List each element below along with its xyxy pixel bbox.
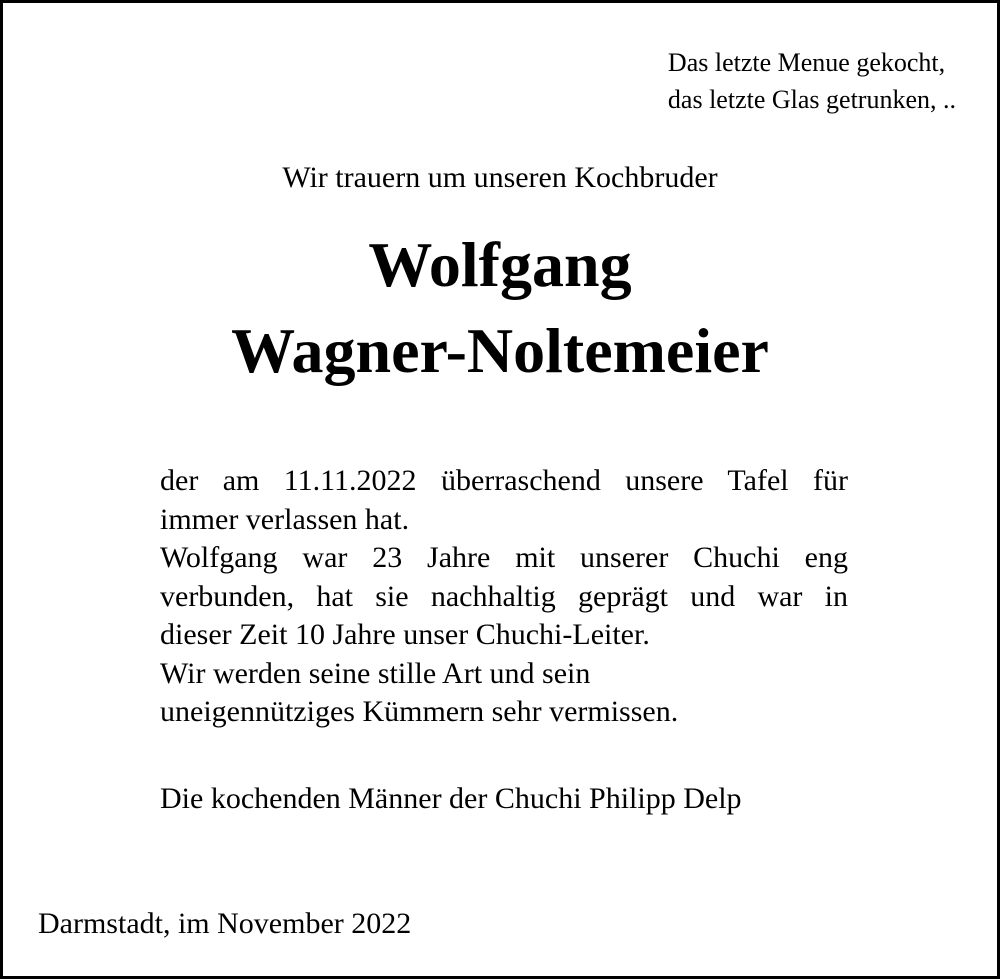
last-name: Wagner-Noltemeier xyxy=(231,315,769,386)
body-line: der am 11.11.2022 überraschend unsere Tafel für xyxy=(160,464,848,497)
body-line: uneigennütziges Kümmern sehr vermissen. xyxy=(160,695,679,728)
body-line: dieser Zeit 10 Jahre unser Chuchi-Leiter. xyxy=(160,618,650,651)
deceased-name xyxy=(0,222,1000,394)
motto-line: das letzte Glas getrunken, .. xyxy=(667,85,956,114)
body-line: immer verlassen hat. xyxy=(160,502,410,536)
place-date: Darmstadt, im November 2022 xyxy=(38,907,412,940)
body-line: Wolfgang war 23 Jahre mit unserer Chuchi eng xyxy=(160,541,848,574)
obituary-body xyxy=(160,462,848,732)
body-line: verbunden, hat sie nachhaltig geprägt und war in xyxy=(160,579,848,613)
first-name: Wolfgang xyxy=(368,229,632,300)
intro-text: Wir trauern um unseren Kochbruder xyxy=(282,161,718,194)
body-line: Wir werden seine stille Art und sein xyxy=(160,656,591,690)
motto-line: Das letzte Menue gekocht, xyxy=(667,48,946,77)
motto-quote xyxy=(668,44,956,118)
signoff-text: Die kochenden Männer der Chuchi Philipp Delp xyxy=(160,782,742,815)
